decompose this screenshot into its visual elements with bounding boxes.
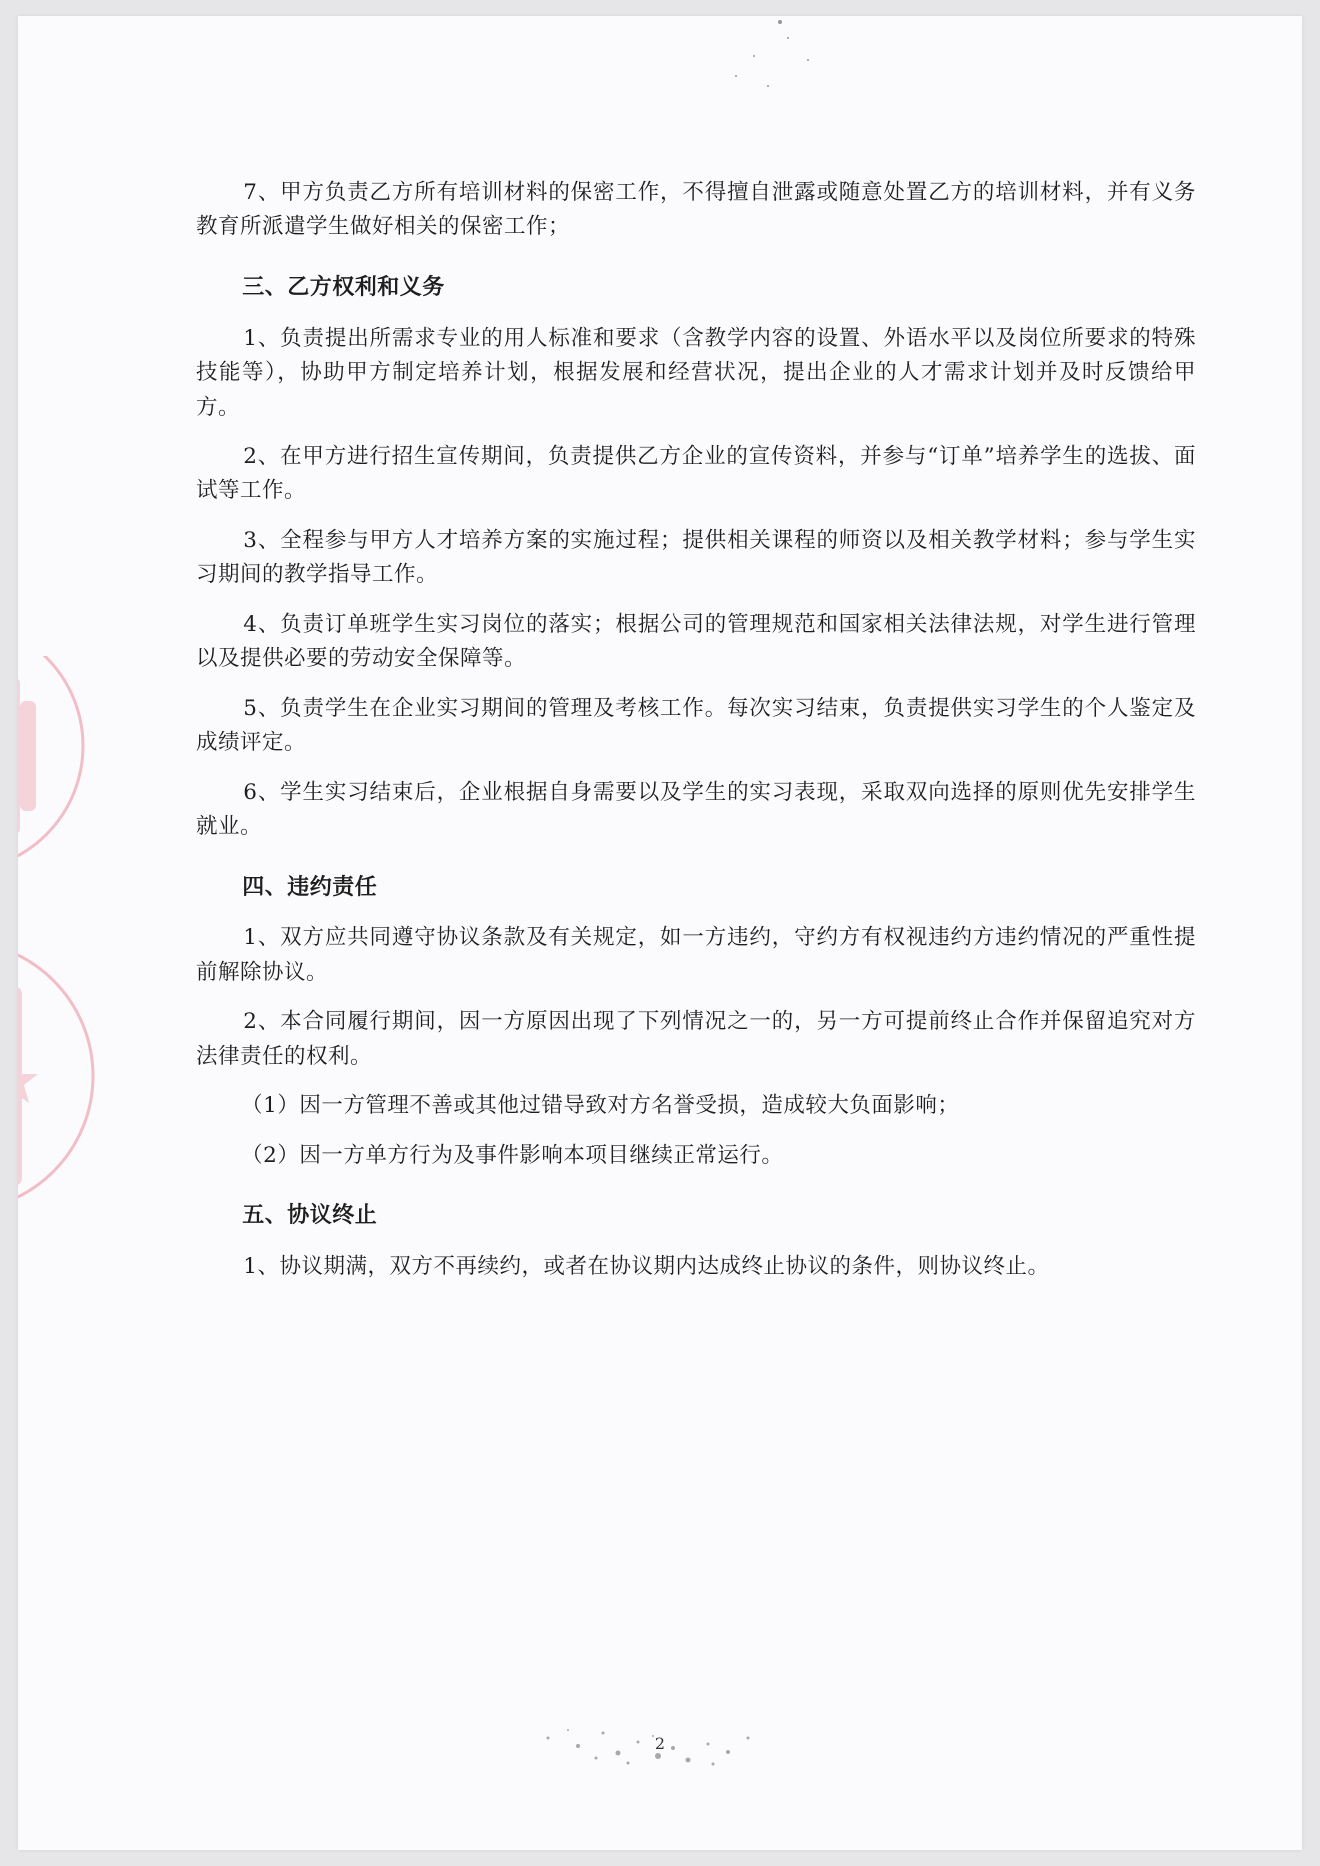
paragraph: 2、本合同履行期间，因一方原因出现了下列情况之一的，另一方可提前终止合作并保留追究对方法律责任的权利。 — [196, 1009, 1196, 1069]
document-body — [196, 176, 1196, 1284]
paragraph: 2、在甲方进行招生宣传期间，负责提供乙方企业的宣传资料，并参与“订单”培养学生的选拔、面试等工作。 — [196, 444, 1196, 504]
section-heading: 五、协议终止 — [242, 1203, 378, 1229]
section-heading: 三、乙方权利和义务 — [242, 275, 445, 301]
paragraph: 1、负责提出所需求专业的用人标准和要求（含教学内容的设置、外语水平以及岗位所要求的特殊技能等），协助甲方制定培养计划，根据发展和经营状况，提出企业的人才需求计划并及时反馈给甲方。 — [196, 325, 1196, 420]
red-seal-stamp — [18, 656, 108, 1236]
sub-item: （2）因一方单方行为及事件影响本项目继续正常运行。 — [241, 1142, 784, 1168]
paragraph: 5、负责学生在企业实习期间的管理及考核工作。每次实习结束，负责提供实习学生的个人鉴定及成绩评定。 — [196, 695, 1196, 756]
paragraph: 3、全程参与甲方人才培养方案的实施过程；提供相关课程的师资以及相关教学材料；参与学生实习期间的教学指导工作。 — [196, 527, 1196, 588]
sub-item: （1）因一方管理不善或其他过错导致对方名誉受损，造成较大负面影响； — [241, 1093, 960, 1119]
paragraph: 1、协议期满，双方不再续约，或者在协议期内达成终止协议的条件，则协议终止。 — [243, 1253, 1050, 1279]
paragraph: 6、学生实习结束后，企业根据自身需要以及学生的实习表现，采取双向选择的原则优先安排学生就业。 — [196, 779, 1196, 839]
section-heading: 四、违约责任 — [242, 874, 378, 900]
scan-speckles — [658, 16, 858, 136]
paragraph: 7、甲方负责乙方所有培训材料的保密工作，不得擅自泄露或随意处置乙方的培训材料，并有义务教育所派遣学生做好相关的保密工作； — [196, 180, 1196, 240]
paragraph: 1、双方应共同遵守协议条款及有关规定，如一方违约，守约方有权视违约方违约情况的严重性提前解除协议。 — [196, 925, 1196, 985]
document-page — [18, 16, 1302, 1850]
page-number: 2 — [654, 1734, 666, 1753]
paragraph: 4、负责订单班学生实习岗位的落实；根据公司的管理规范和国家相关法律法规，对学生进行管理以及提供必要的劳动安全保障等。 — [196, 611, 1196, 672]
